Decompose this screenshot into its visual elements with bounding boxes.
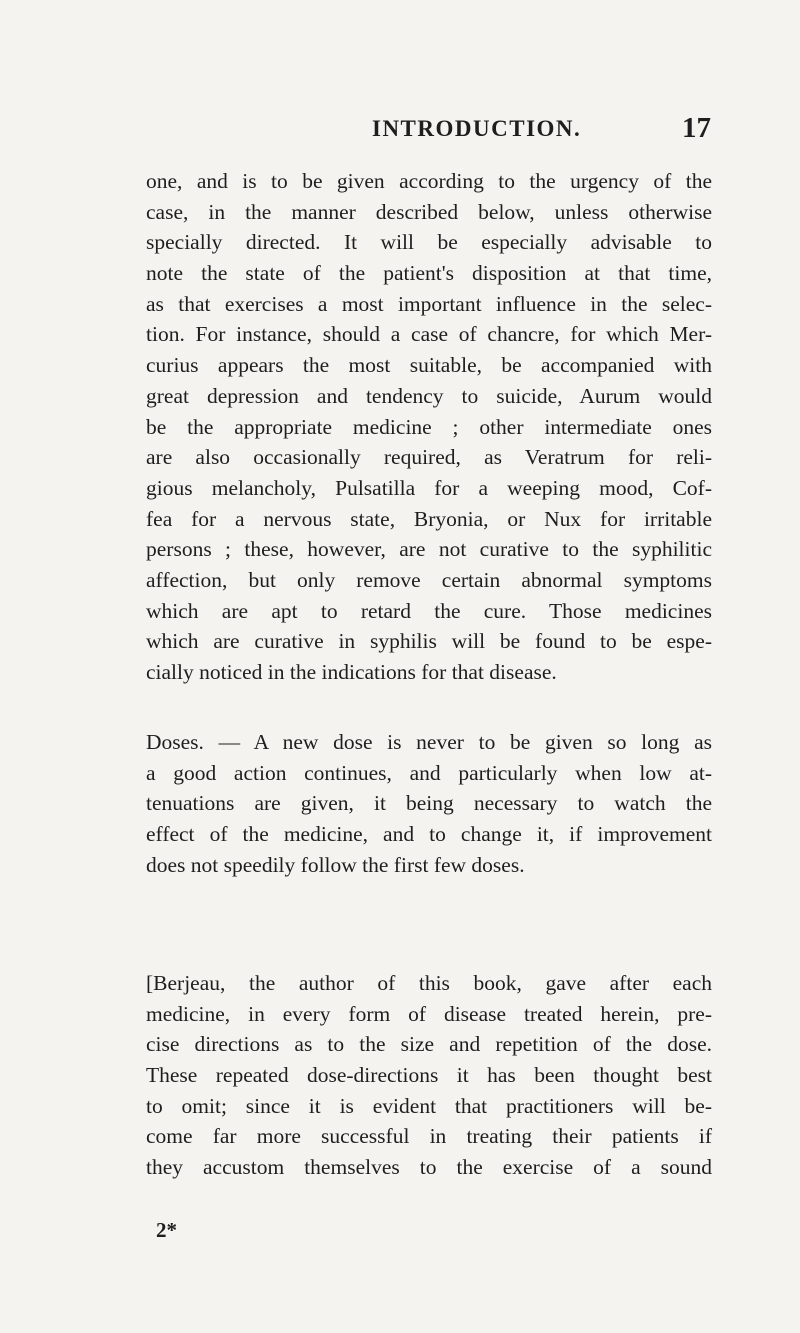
signature-mark: 2* <box>156 1218 177 1242</box>
text-line: which are apt to retard the cure. Those medicines <box>146 598 712 623</box>
running-head <box>0 112 800 152</box>
text-line: which are curative in syphilis will be found to be espe- <box>146 629 712 654</box>
text-line: cise directions as to the size and repetition of the dose. <box>146 1032 712 1057</box>
text-line: note the state of the patient's disposition at that time, <box>146 261 712 286</box>
text-line: gious melancholy, Pulsatilla for a weeping mood, Cof- <box>146 475 712 500</box>
text-line: case, in the manner described below, unless otherwise <box>146 199 712 224</box>
text-line: they accustom themselves to the exercise of a sound <box>146 1155 712 1180</box>
text-line: be the appropriate medicine ; other intermediate ones <box>146 414 712 439</box>
text-line: These repeated dose-directions it has been thought best <box>146 1063 712 1088</box>
text-line: Doses. — A new dose is never to be given so long as <box>146 730 712 754</box>
text-line: specially directed. It will be especially advisable to <box>146 230 712 255</box>
text-line: fea for a nervous state, Bryonia, or Nux for irritable <box>146 506 712 531</box>
page-number: 17 <box>682 112 711 144</box>
text-line: tion. For instance, should a case of chancre, for which Mer- <box>146 322 712 347</box>
paragraph-doses <box>146 727 712 880</box>
text-line: [Berjeau, the author of this book, gave after each <box>146 971 712 995</box>
paragraph-disposition <box>146 166 712 688</box>
text-line: affection, but only remove certain abnormal symptoms <box>146 567 712 592</box>
text-line: tenuations are given, it being necessary to watch the <box>146 791 712 816</box>
text-line: are also occasionally required, as Veratrum for reli- <box>146 445 712 470</box>
text-line: a good action continues, and particularly when low at- <box>146 760 712 785</box>
text-line: persons ; these, however, are not curative to the syphilitic <box>146 537 712 562</box>
running-title: INTRODUCTION. <box>372 116 582 141</box>
text-line: to omit; since it is evident that practitioners will be- <box>146 1093 712 1118</box>
text-line: cially noticed in the indications for that disease. <box>146 660 557 684</box>
text-line: medicine, in every form of disease treated herein, pre- <box>146 1001 712 1026</box>
text-line: one, and is to be given according to the urgency of the <box>146 169 712 193</box>
text-line: does not speedily follow the first few doses. <box>146 852 525 877</box>
text-line: effect of the medicine, and to change it, if improvement <box>146 822 712 847</box>
text-line: great depression and tendency to suicide, Aurum would <box>146 383 712 408</box>
text-line: as that exercises a most important influence in the selec- <box>146 291 712 316</box>
text-line: curius appears the most suitable, be accompanied with <box>146 353 712 378</box>
text-line: come far more successful in treating their patients if <box>146 1124 712 1149</box>
paragraph-editor-note <box>146 968 712 1183</box>
